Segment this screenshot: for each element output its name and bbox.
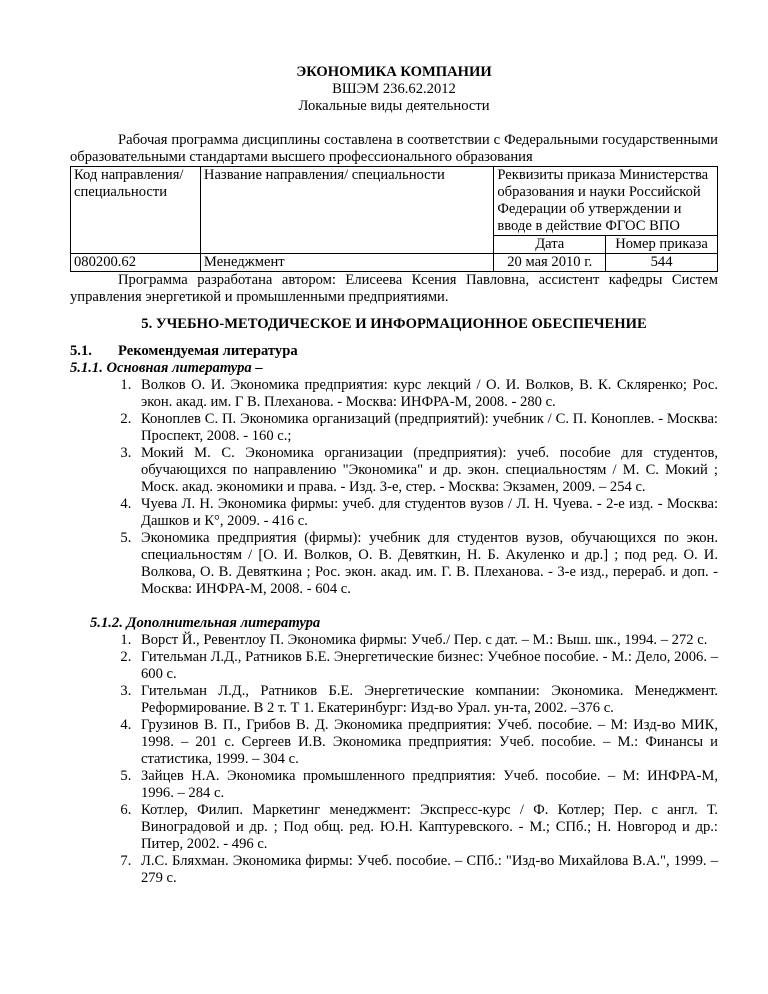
row-code: 080200.62: [71, 254, 201, 272]
list-item: 4. Грузинов В. П., Грибов В. Д. Экономика предприятия: Учеб. пособие. – М: Изд-во МИК, 1998. – 201 с. Сергеев И.В. Экономика предприятия: Учеб. пособие. – М.: Финансы и статистика, 1999. – 304 с.: [135, 717, 718, 768]
list-item: 1. Ворст Й., Ревентлоу П. Экономика фирмы: Учеб./ Пер. с дат. – М.: Выш. шк., 1994. – 272 с.: [135, 632, 718, 649]
document-subtitle: Локальные виды деятельности: [298, 98, 490, 114]
section-5-1-1-title: 5.1.1. Основная литература –: [70, 360, 263, 376]
document-title: ЭКОНОМИКА КОМПАНИИ: [296, 64, 492, 80]
section-5-1-2-title: 5.1.2. Дополнительная литература: [90, 615, 321, 631]
col-name-header: Название направления/ специальности: [200, 167, 493, 254]
list-item: 3. Мокий М. С. Экономика организации (предприятия): учеб. пособие для студентов, обучающихся по направлению "Экономика" и др. экон. специальностям / М. С. Мокий ; Моск. акад. экономики и права. - Изд. 3-е, стер. - Москва: Экзамен, 2009. – 254 с.: [135, 445, 718, 496]
list-item: 7. Л.С. Бляхман. Экономика фирмы: Учеб. пособие. – СПб.: "Изд-во Михайлова В.А.", 1999. – 279 с.: [135, 853, 718, 887]
row-name: Менеджмент: [200, 254, 493, 272]
table-row: [71, 254, 718, 272]
main-literature-list: [70, 377, 718, 598]
list-item: 3. Гительман Л.Д., Ратников Б.Е. Энергетические компании: Экономика. Менеджмент. Реформирование. В 2 т. Т 1. Екатеринбург: Изд-во Урал. ун-та, 2002. –376 с.: [135, 683, 718, 717]
row-date: 20 мая 2010 г.: [494, 254, 606, 272]
list-item: 2. Коноплев С. П. Экономика организаций (предприятий): учебник / С. П. Коноплев. - Москва: Проспект, 2008. - 160 с.;: [135, 411, 718, 445]
col-number-header: Номер приказа: [606, 236, 718, 254]
author-note: Программа разработана автором: Елисеева Ксения Павловна, ассистент кафедры Систем управления энергетикой и промышленными предприятиями.: [70, 272, 718, 305]
specialty-table: [70, 166, 718, 272]
document-page: [70, 64, 718, 887]
list-item: 4. Чуева Л. Н. Экономика фирмы: учеб. для студентов вузов / Л. Н. Чуева. - 2-е изд. - Москва: Дашков и К°, 2009. - 416 с.: [135, 496, 718, 530]
list-item: 6. Котлер, Филип. Маркетинг менеджмент: Экспресс-курс / Ф. Котлер; Пер. с англ. Т. Виноградовой и др. ; Под общ. ред. Ю.Н. Каптуревского. - М.; СПб.; Н. Новгород и др.: Питер, 2002. - 496 с.: [135, 802, 718, 853]
additional-literature-list: [70, 632, 718, 887]
col-order-header: Реквизиты приказа Министерства образования и науки Российской Федерации об утверждении и вводе в действие ФГОС ВПО: [494, 167, 718, 236]
section-5-1-label: Рекомендуемая литература: [118, 343, 298, 359]
section-5-1-number: 5.1.: [70, 343, 92, 359]
col-code-header: Код направления/ специальности: [71, 167, 201, 254]
col-date-header: Дата: [494, 236, 606, 254]
row-number: 544: [606, 254, 718, 272]
section-5-1-title: [70, 343, 718, 360]
list-item: 5. Экономика предприятия (фирмы): учебник для студентов вузов, обучающихся по экон. специальностям / [О. И. Волков, О. В. Девяткин, Н. Б. Акуленко и др.] ; под ред. О. И. Волкова, О. В. Девяткина ; Рос. экон. акад. им. Г. В. Плеханова. - 3-е изд., перераб. и доп. - Москва: ИНФРА-М, 2008. - 604 с.: [135, 530, 718, 598]
list-item: 2. Гительман Л.Д., Ратников Б.Е. Энергетические бизнес: Учебное пособие. - М.: Дело, 2006. – 600 с.: [135, 649, 718, 683]
document-code: ВШЭМ 236.62.2012: [332, 81, 456, 97]
section-5-title: 5. УЧЕБНО-МЕТОДИЧЕСКОЕ И ИНФОРМАЦИОННОЕ ОБЕСПЕЧЕНИЕ: [141, 316, 647, 332]
intro-paragraph: Рабочая программа дисциплины составлена в соответствии с Федеральными государственными образовательными стандартами высшего профессионального образования: [70, 132, 718, 165]
list-item: 5. Зайцев Н.А. Экономика промышленного предприятия: Учеб. пособие. – М: ИНФРА-М, 1996. – 284 с.: [135, 768, 718, 802]
list-item: 1. Волков О. И. Экономика предприятия: курс лекций / О. И. Волков, В. К. Скляренко; Рос. экон. акад. им. Г В. Плеханова. - Москва: ИНФРА-М, 2008. - 280 с.: [135, 377, 718, 411]
